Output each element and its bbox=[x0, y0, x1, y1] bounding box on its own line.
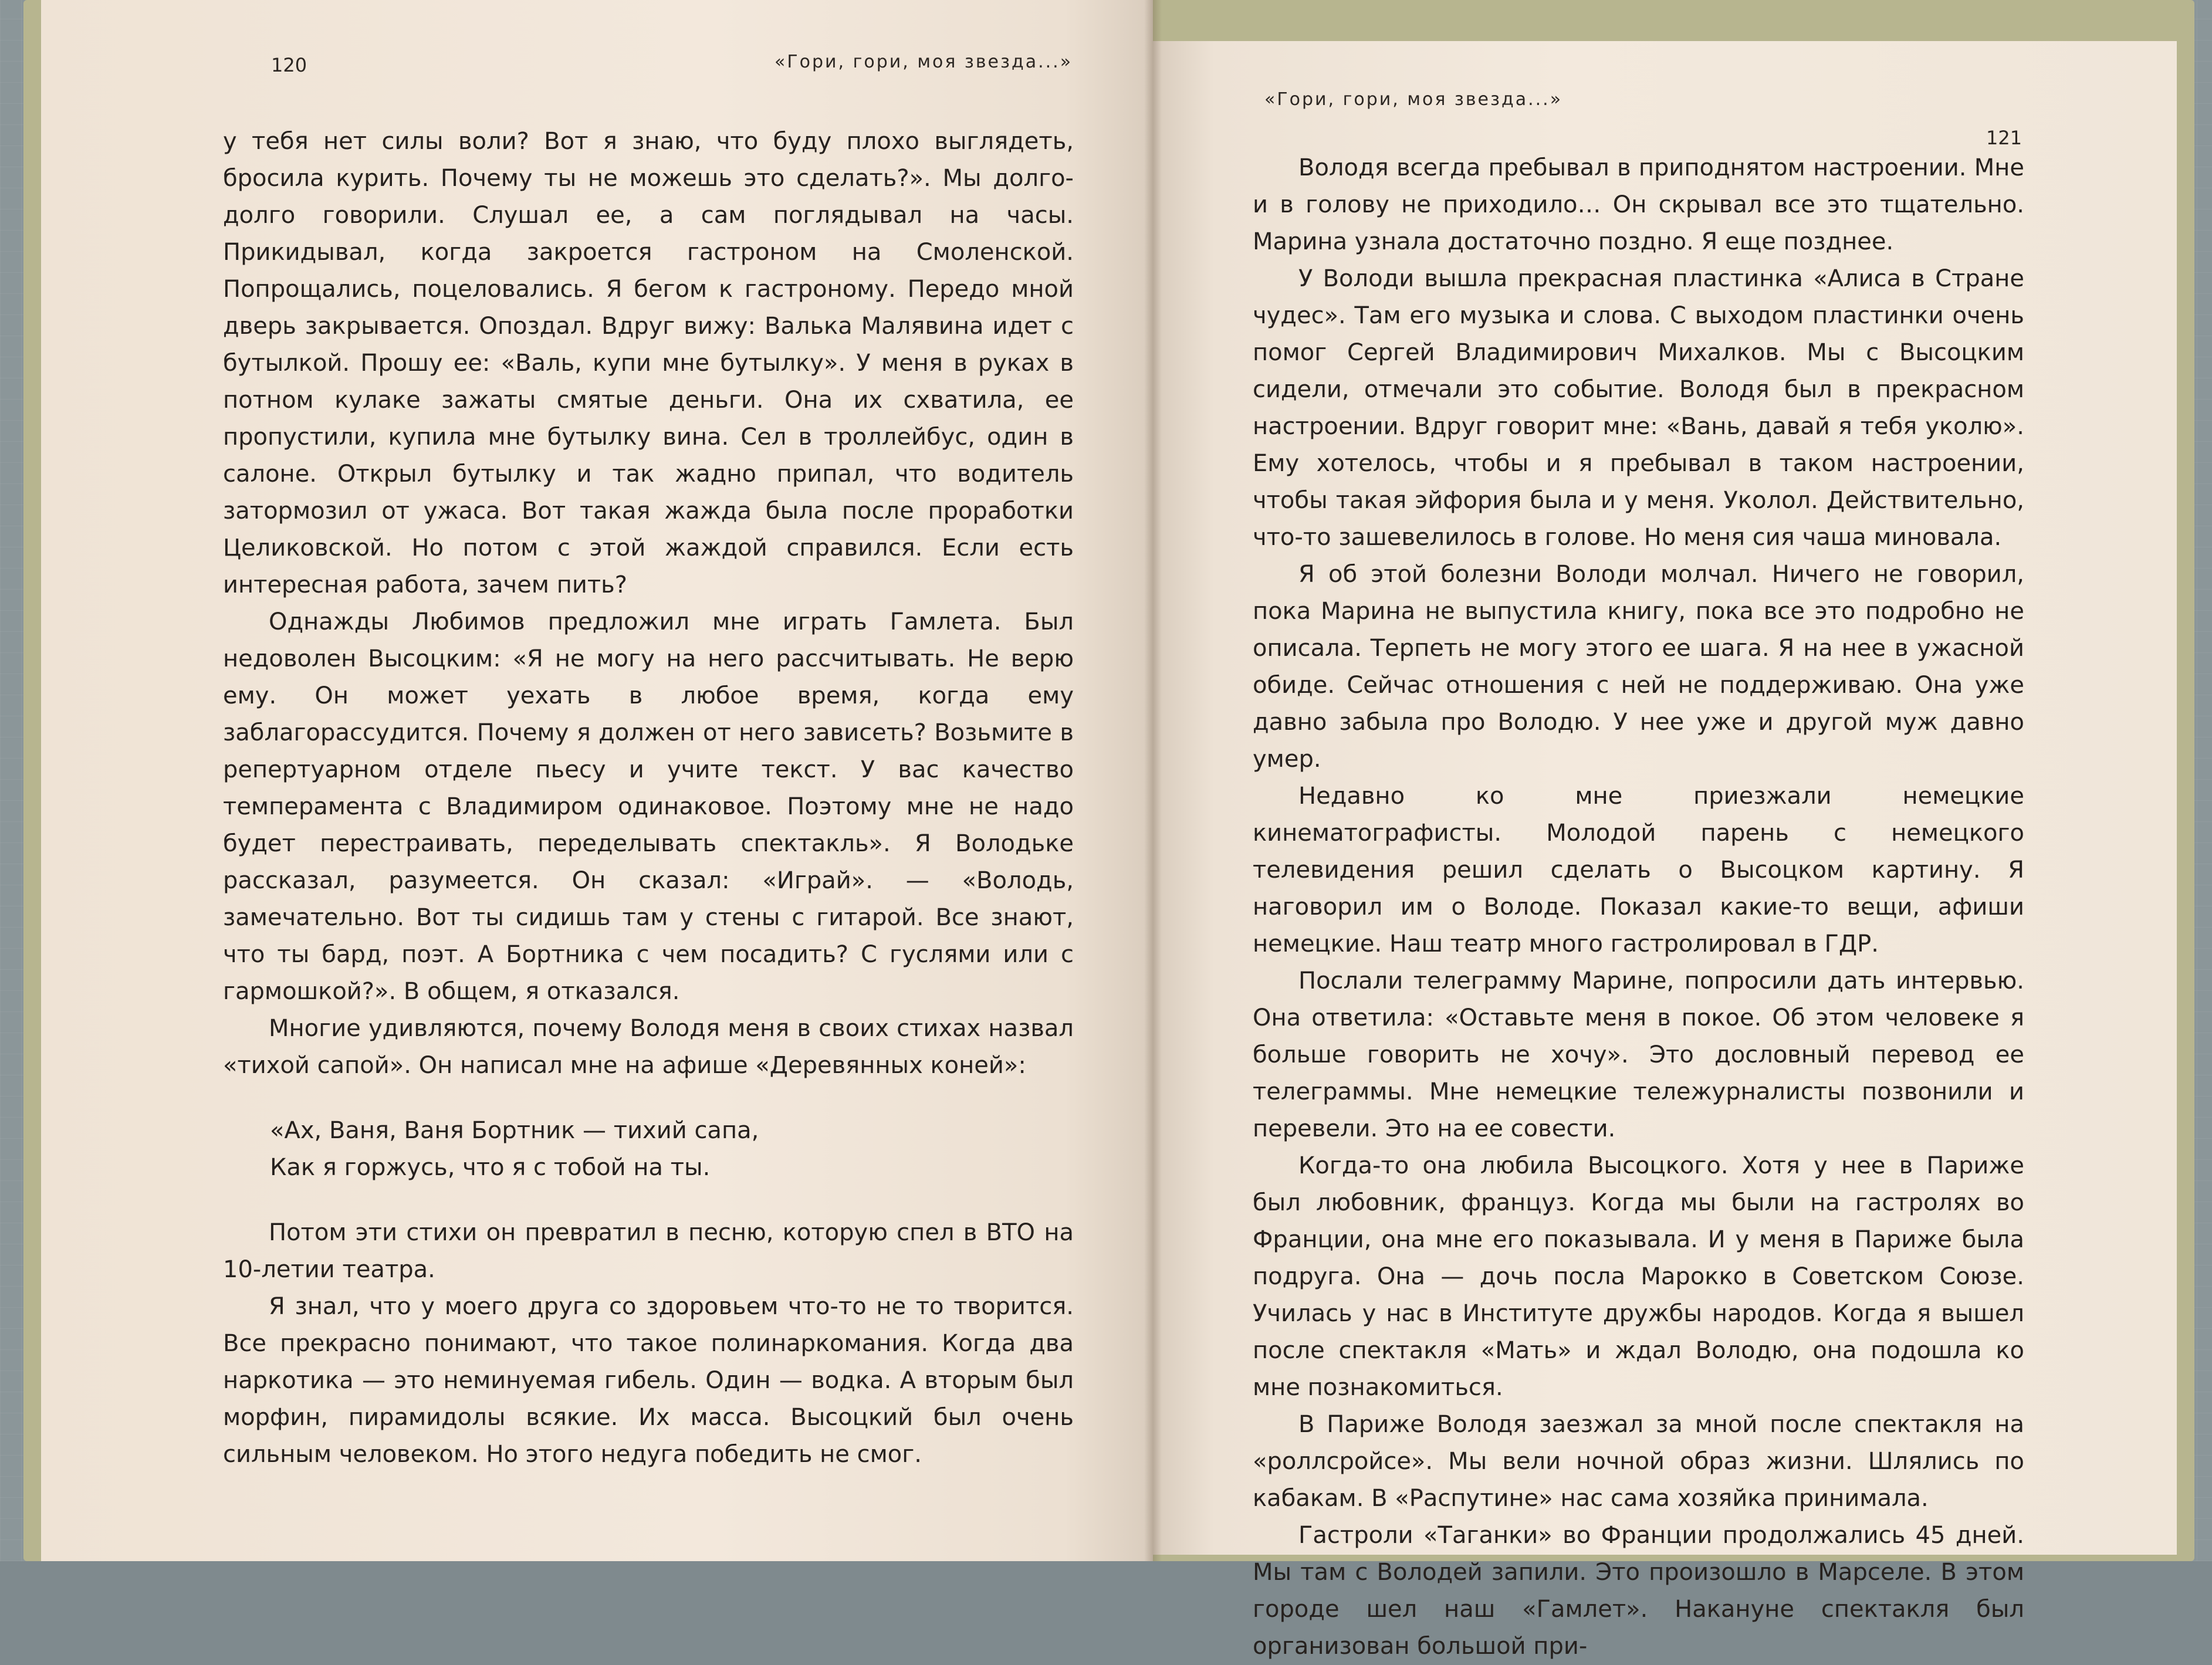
paragraph: у тебя нет силы воли? Вот я знаю, что буду плохо выглядеть, бросила курить. Почему ты не можешь это сделать?». Мы долго-долго говорили. Слушал ее, а сам поглядывал на часы. Прикидывал, когда закроется гастроном на Смоленской. Попрощались, поцеловались. Я бегом к гастроному. Передо мной дверь закрывается. Опоздал. Вдруг вижу: Валька Малявина идет с бутылкой. Прошу ее: «Валь, купи мне бутылку». У меня в руках в потном кулаке зажаты смятые деньги. Она их схватила, ее пропустили, купила мне бутылку вина. Сел в троллейбус, один в салоне. Открыл бутылку и так жадно припал, что водитель затормозил от ужаса. Вот такая жажда была после проработки Целиковской. Но потом с этой жаждой справился. Если есть интересная работа, зачем пить? bbox=[223, 128, 1074, 598]
paragraph: У Володи вышла прекрасная пластинка «Алиса в Стране чудес». Там его музыка и слова. С выходом пластинки очень помог Сергей Владимирович Михалков. Мы с Высоцким сидели, отмечали это событие. Володя был в прекрасном настроении. Вдруг говорит мне: «Вань, давай я тебя уколю». Ему хотелось, чтобы и я пребывал в таком настроении, чтобы такая эйфория была и у меня. Уколол. Действительно, что-то зашевелилось в голове. Но меня сия чаша миновала. bbox=[1253, 265, 2024, 551]
paragraph: Недавно ко мне приезжали немецкие кинематографисты. Молодой парень с немецкого телевидения решил сделать о Высоцком картину. Я наговорил им о Володе. Показал какие-то вещи, афиши немецкие. Наш театр много гастролировал в ГДР. bbox=[1253, 783, 2024, 957]
paragraph: Я знал, что у моего друга со здоровьем что-то не то творится. Все прекрасно понимают, что такое полинаркомания. Когда два наркотика — это неминуемая гибель. Один — водка. А вторым был морфин, пирамидолы всякие. Их масса. Высоцкий был очень сильным человеком. Но этого недуга победить не смог. bbox=[223, 1293, 1074, 1468]
paragraph: Однажды Любимов предложил мне играть Гамлета. Был недоволен Высоцким: «Я не могу на него рассчитывать. Не верю ему. Он может уехать в любое время, когда ему заблагорассудится. Почему я должен от него зависеть? Возьмите в репертуарном отделе пьесу и учите текст. У вас качество темперамента с Владимиром одинаковое. Поэтому мне не надо будет перестраивать, переделывать спектакль». Я Володьке рассказал, разумеется. Он сказал: «Играй». — «Володь, замечательно. Вот ты сидишь там у стены с гитарой. Все знают, что ты бард, поэт. А Бортника с чем посадить? С гуслями или с гармошкой?». В общем, я отказался. bbox=[223, 608, 1074, 1005]
left-page-number: 120 bbox=[271, 54, 307, 76]
paragraph: В Париже Володя заезжал за мной после спектакля на «роллсройсе». Мы вели ночной образ жизни. Шлялись по кабакам. В «Распутине» нас сама хозяйка принимала. bbox=[1253, 1411, 2024, 1512]
paragraph: Володя всегда пребывал в приподнятом настроении. Мне и в голову не приходило… Он скрывал все это тщательно. Марина узнала достаточно поздно. Я еще позднее. bbox=[1253, 154, 2024, 255]
left-running-head: «Гори, гори, моя звезда...» bbox=[774, 52, 1073, 72]
paragraph: Я об этой болезни Володи молчал. Ничего не говорил, пока Марина не выпустила книгу, пока все это подробно не описала. Терпеть не могу этого ее шага. Я на нее в ужасной обиде. Сейчас отношения с ней не поддерживаю. Она уже давно забыла про Володю. У нее уже и другой муж давно умер. bbox=[1253, 561, 2024, 773]
right-page-number: 121 bbox=[1986, 127, 2022, 149]
left-page-body bbox=[223, 123, 1074, 1473]
paragraph: Потом эти стихи он превратил в песню, которую спел в ВТО на 10-летии театра. bbox=[223, 1219, 1074, 1283]
paragraph: Послали телеграмму Марине, попросили дать интервью. Она ответила: «Оставьте меня в покое. Об этом человеке я больше говорить не хочу». Это дословный перевод ее телеграммы. Мне немецкие тележурналисты позвонили и перевели. Это на ее совести. bbox=[1253, 967, 2024, 1142]
verse-block bbox=[223, 1112, 1074, 1186]
right-page-body bbox=[1253, 150, 2024, 1665]
verse-line: «Ах, Ваня, Ваня Бортник — тихий сапа, bbox=[270, 1117, 759, 1144]
right-running-head: «Гори, гори, моя звезда...» bbox=[1264, 89, 1563, 110]
paragraph: Многие удивляются, почему Володя меня в своих стихах назвал «тихой сапой». Он написал мне на афише «Деревянных коней»: bbox=[223, 1015, 1074, 1079]
paragraph: Гастроли «Таганки» во Франции продолжались 45 дней. Мы там с Володей запили. Это произошло в Марселе. В этом городе шел наш «Гамлет». Накануне спектакля был организован большой при- bbox=[1253, 1522, 2024, 1660]
paragraph: Когда-то она любила Высоцкого. Хотя у нее в Париже был любовник, француз. Когда мы были на гастролях во Франции, она мне его показывала. И у меня в Париже была подруга. Она — дочь посла Марокко в Советском Союзе. Училась у нас в Институте дружбы народов. Когда я вышел после спектакля «Мать» и ждал Володю, она подошла ко мне познакомиться. bbox=[1253, 1152, 2024, 1401]
verse-line: Как я горжусь, что я с тобой на ты. bbox=[270, 1154, 711, 1181]
book-gutter bbox=[1144, 0, 1162, 1561]
